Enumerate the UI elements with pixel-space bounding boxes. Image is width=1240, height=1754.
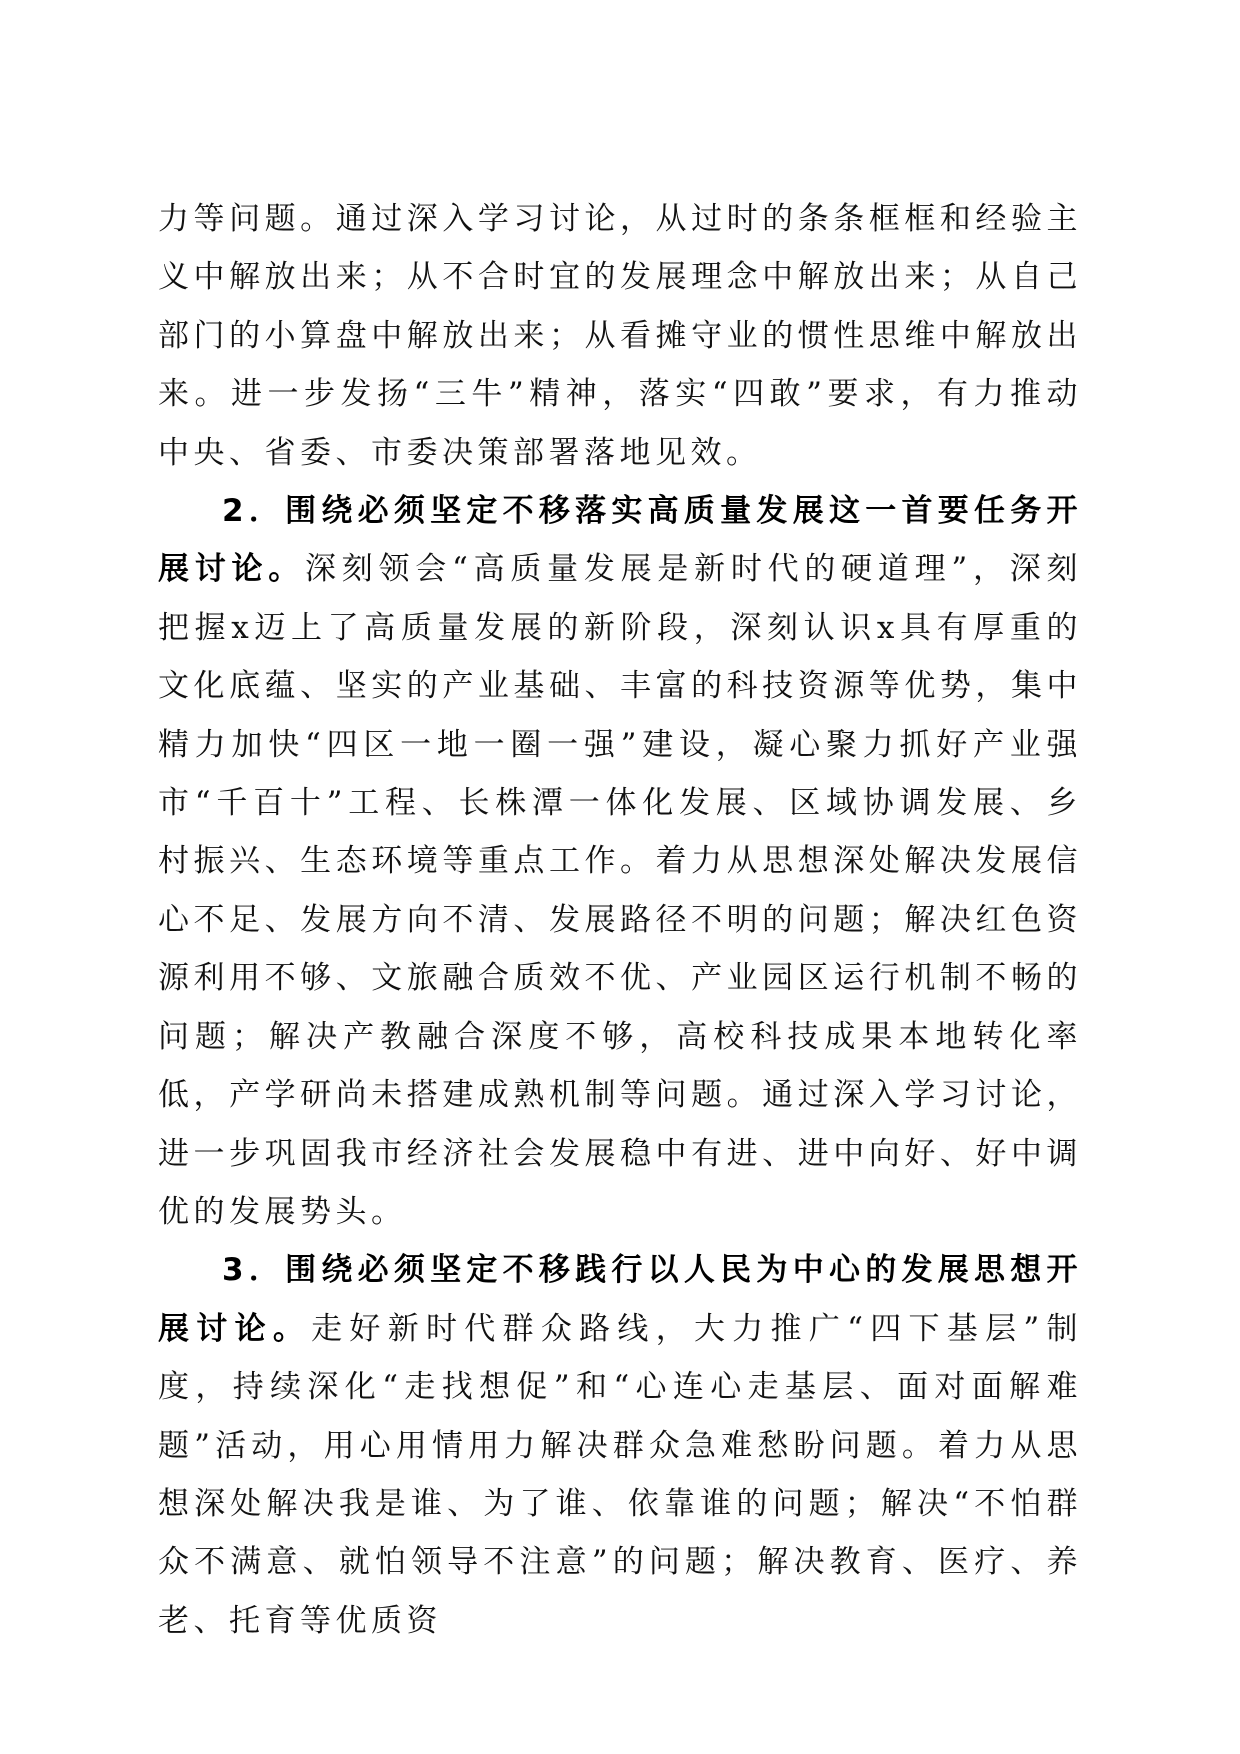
document-body	[158, 190, 1082, 1650]
paragraph-1-text: 力等问题。通过深入学习讨论，从过时的条条框框和经验主义中解放出来；从不合时宜的发展理念中解放出来；从自己部门的小算盘中解放出来；从看摊守业的惯性思维中解放出来。进一步发扬“三牛”精神，落实“四敢”要求，有力推动中央、省委、市委决策部署落地见效。	[158, 201, 1082, 471]
paragraph-2-heading: 2．围绕必须坚定不移落实高质量发展这一首要任务开展讨论。	[158, 493, 1082, 588]
paragraph-1	[158, 190, 1082, 482]
paragraph-3	[158, 1241, 1082, 1650]
paragraph-2-text: 深刻领会“高质量发展是新时代的硬道理”，深刻把握x迈上了高质量发展的新阶段，深刻认识x具有厚重的文化底蕴、坚实的产业基础、丰富的科技资源等优势，集中精力加快“四区一地一圈一强”建设，凝心聚力抓好产业强市“千百十”工程、长株潭一体化发展、区域协调发展、乡村振兴、生态环境等重点工作。着力从思想深处解决发展信心不足、发展方向不清、发展路径不明的问题；解决红色资源利用不够、文旅融合质效不优、产业园区运行机制不畅的问题；解决产教融合深度不够，高校科技成果本地转化率低，产学研尚未搭建成熟机制等问题。通过深入学习讨论，进一步巩固我市经济社会发展稳中有进、进中向好、好中调优的发展势头。	[158, 551, 1082, 1230]
paragraph-2	[158, 482, 1082, 1241]
paragraph-3-text: 走好新时代群众路线，大力推广“四下基层”制度，持续深化“走找想促”和“心连心走基层、面对面解难题”活动，用心用情用力解决群众急难愁盼问题。着力从思想深处解决我是谁、为了谁、依靠谁的问题；解决“不怕群众不满意、就怕领导不注意”的问题；解决教育、医疗、养老、托育等优质资	[158, 1310, 1082, 1639]
paragraph-3-heading: 3．围绕必须坚定不移践行以人民为中心的发展思想开展讨论。	[158, 1252, 1082, 1347]
